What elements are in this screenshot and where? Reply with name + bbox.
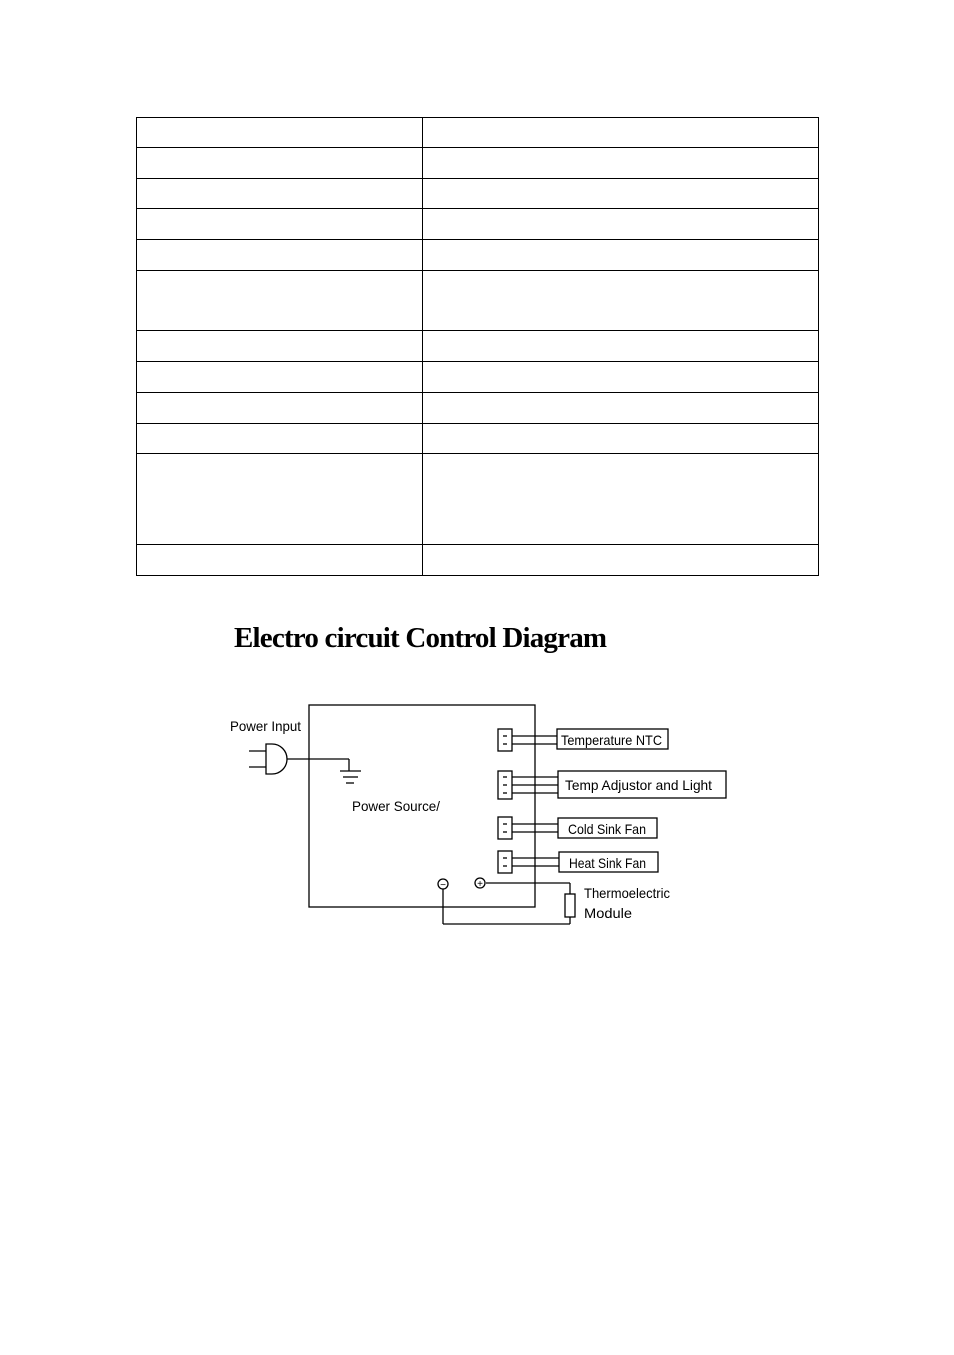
svg-text:−: − xyxy=(440,880,446,891)
diagram-title: Electro circuit Control Diagram xyxy=(234,622,607,654)
terminal-positive-icon xyxy=(475,878,485,890)
power-input-label: Power Input xyxy=(230,718,302,734)
module-wiring xyxy=(443,883,570,924)
svg-text:Heat Sink Fan: Heat Sink Fan xyxy=(569,855,646,871)
connector-heat-sink-fan xyxy=(498,851,658,873)
svg-text:+: + xyxy=(477,879,483,890)
connector-cold-sink-fan xyxy=(498,817,657,839)
thermoelectric-module-icon xyxy=(565,894,575,917)
ground-symbol-icon xyxy=(340,759,361,783)
connector-temp-adjustor-light xyxy=(498,771,726,799)
svg-text:Temp Adjustor and Light: Temp Adjustor and Light xyxy=(565,777,713,793)
connector-temperature-ntc xyxy=(498,729,668,751)
svg-text:Temperature NTC: Temperature NTC xyxy=(561,732,662,748)
module-label-line2: Module xyxy=(584,905,633,921)
power-source-label: Power Source/ xyxy=(352,798,441,814)
svg-text:Cold Sink Fan: Cold Sink Fan xyxy=(568,821,646,837)
module-label-line1: Thermoelectric xyxy=(584,885,670,901)
power-plug-icon xyxy=(249,744,349,774)
